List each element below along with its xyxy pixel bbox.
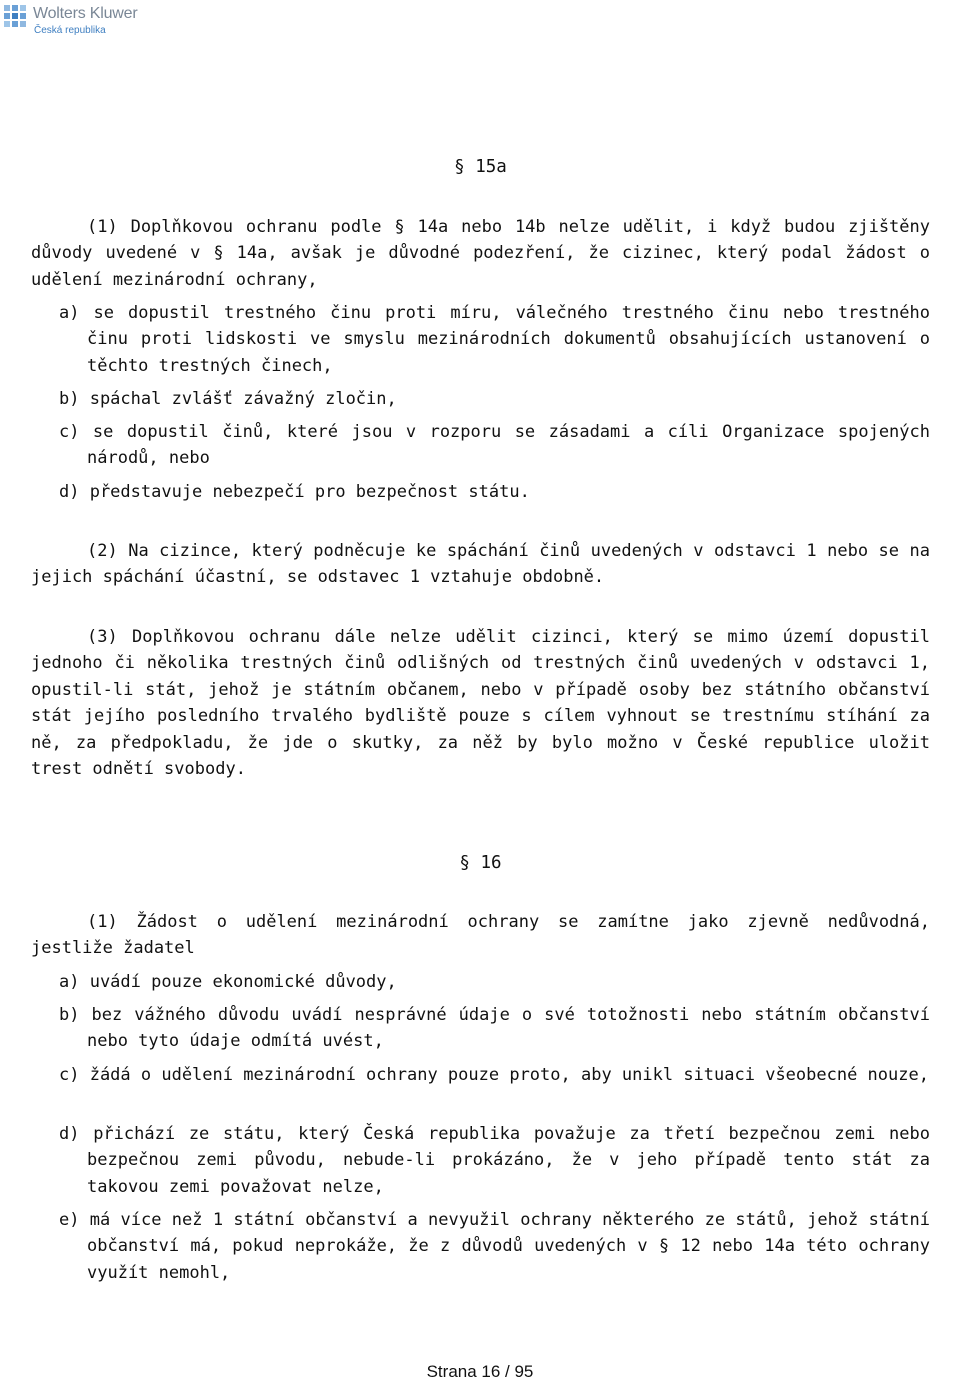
wolters-kluwer-logo-icon: [3, 4, 29, 30]
section-16-item-a: a) uvádí pouze ekonomické důvody,: [59, 972, 397, 992]
section-15a-item-a: a) se dopustil trestného činu proti míru, válečného trestného činu nebo trestného činu proti lidskosti ve smyslu mezinárodních dokumentů obsahujících ustanovení o těchto trestných činech,: [59, 303, 930, 376]
section-15a-paragraph-3: (3) Doplňkovou ochranu dále nelze udělit cizinci, který se mimo území dopustil jednoho či několika trestných činů odlišných od trestných činů uvedených v odstavci 1, opustil-li stát, jehož je státním občanem, nebo v případě osoby bez státního občanství stát jejího posledního trvalého bydliště pouze s cílem vyhnout se trestnímu stíhání za ně, za předpokladu, že jde o skutky, za něž by bylo možno v České republice uložit trest odnětí svobody.: [31, 627, 930, 780]
section-15a-heading: § 15a: [454, 157, 507, 177]
section-15a-item-d: d) představuje nebezpečí pro bezpečnost státu.: [59, 482, 530, 502]
wolters-kluwer-logo: [3, 4, 143, 38]
section-16-heading: § 16: [459, 853, 502, 873]
section-15a-paragraph-1-intro: (1) Doplňkovou ochranu podle § 14a nebo 14b nelze udělit, i když budou zjištěny důvody uvedené v § 14a, avšak je důvodné podezření, že cizinec, který podal žádost o udělení mezinárodní ochrany,: [31, 217, 930, 290]
section-16-item-c: c) žádá o udělení mezinárodní ochrany pouze proto, aby unikl situaci všeobecné nouze,: [59, 1065, 929, 1085]
section-15a-paragraph-2: (2) Na cizince, který podněcuje ke spáchání činů uvedených v odstavci 1 nebo se na jejich spáchání účastní, se odstavec 1 vztahuje obdobně.: [31, 541, 930, 588]
logo-brand-text: Wolters Kluwer: [33, 5, 138, 22]
section-15a-item-c: c) se dopustil činů, které jsou v rozporu se zásadami a cíli Organizace spojených národů, nebo: [59, 422, 930, 469]
section-16-item-e: e) má více než 1 státní občanství a nevyužil ochrany některého ze států, jehož státní občanství má, pokud neprokáže, že z důvodů uvedených v § 12 nebo 14a této ochrany využít nemohl,: [59, 1210, 930, 1283]
section-15a-item-b: b) spáchal zvlášť závažný zločin,: [59, 389, 397, 409]
section-16-item-d: d) přichází ze státu, který Česká republika považuje za třetí bezpečnou zemi nebo bezpečnou zemi původu, nebude-li prokázáno, že v jeho případě tento stát za takovou zemi považovat nelze,: [59, 1124, 930, 1197]
section-16-item-b: b) bez vážného důvodu uvádí nesprávné údaje o své totožnosti nebo státním občanství nebo tyto údaje odmítá uvést,: [59, 1005, 930, 1052]
section-16-paragraph-1-intro: (1) Žádost o udělení mezinárodní ochrany se zamítne jako zjevně nedůvodná, jestliže žadatel: [31, 912, 930, 959]
page-number: Strana 16 / 95: [426, 1362, 534, 1381]
logo-subbrand-text: Česká republika: [34, 25, 106, 36]
